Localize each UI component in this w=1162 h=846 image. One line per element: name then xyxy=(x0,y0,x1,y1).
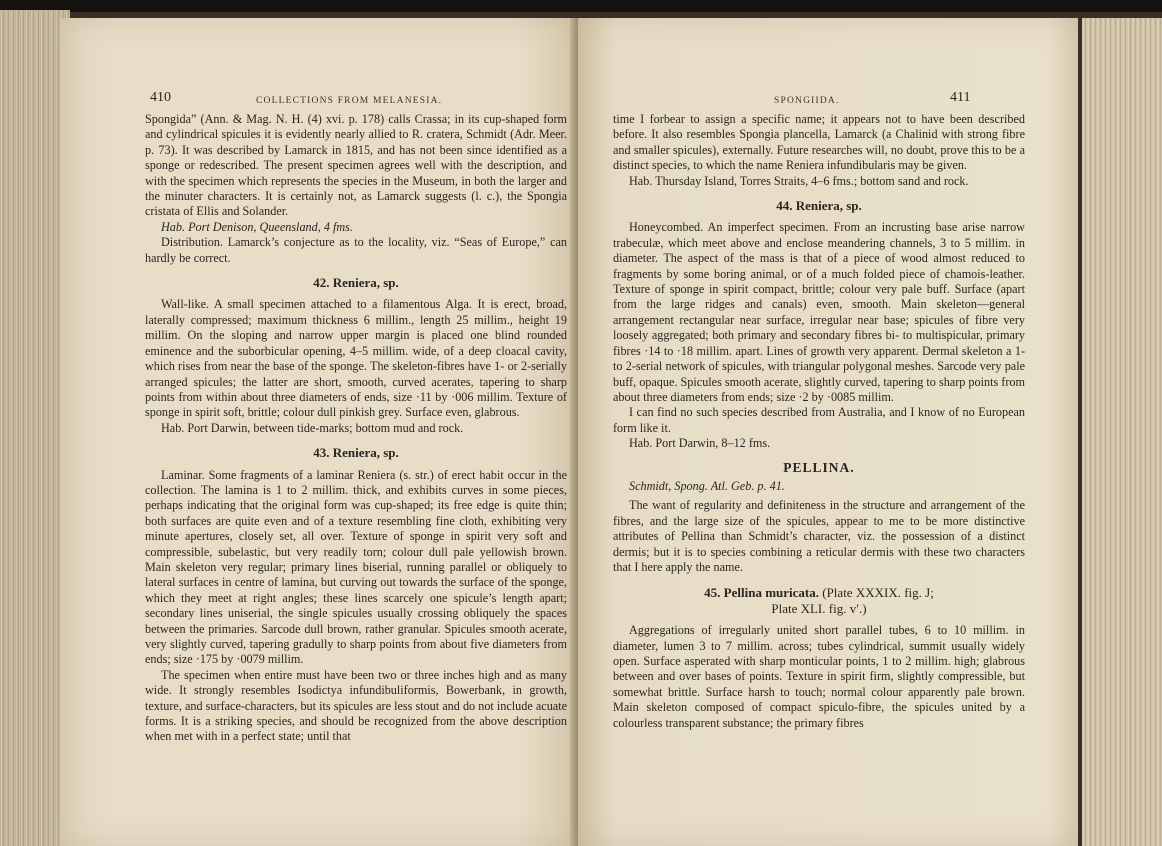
hab-42: Hab. Port Darwin, between tide-marks; bottom mud and rock. xyxy=(161,420,464,435)
paragraph-pellina: The want of regularity and definiteness in the structure and arrangement of the fibres, and the large size of the spicules, appear to me to be more distinctive attributes of Pellina than Schmidt’s character, viz. the possession of a distinct dermis; but it is to species combining a reticular dermis with these two characters that I here apply the name. xyxy=(613,498,1025,574)
left-column xyxy=(145,112,567,745)
paragraph-45: Aggregations of irregularly united short parallel tubes, 6 to 10 millim. in diameter, lumen 3 to 7 millim. across; tubes cylindrical, summit usually widely open. Surface asperated with sharp monticular points, 1 to 2 millim. high; glabrous between and over bases of points. Texture in spirit firm, slightly compressible, but somewhat brittle. Surface harsh to touch; normal colour apparently pale brown. Main skeleton composed of compact spiculo-fibre, the spicules united by a colourless transparent substance; the primary fibres xyxy=(613,623,1025,730)
paragraph-42: Wall-like. A small specimen attached to a filamentous Alga. It is erect, broad, laterally compressed; maximum thickness 6 millim., length 25 millim., height 19 millim. On the sloping and narrow upper margin is placed one blind rounded eminence and the suborbicular opening, 4–5 millim. wide, of a deep cloacal cavity, which rises from near the base of the sponge. The skeleton-fibres have 1- or 2-serially arranged spicules; the latter are short, smooth, curved acerates, tapering to sharp points from within about three diameters of ends, size ·11 by ·006 millim. Texture of sponge in spirit soft, brittle; colour dull pinkish grey. Surface even, glabrous. xyxy=(145,297,567,420)
right-column xyxy=(613,112,1025,731)
right-page xyxy=(578,18,1078,846)
paragraph-intro: Spongida” (Ann. & Mag. N. H. (4) xvi. p. 178) calls Crassa; in its cup-shaped form and cylindrical spicules it is evidently nearly allied to R. cratera, Schmidt (Adr. Meer. p. 73). It was described by Lamarck in 1815, and has not been since identified as a sponge or redescribed. The present specimen agrees well with the description, and with the specimen which represents the species in the Museum, in both the larger and the minuter characters. It is certainly not, as Lamarck suggests (l. c.), the Spongia cristata of Ellis and Solander. xyxy=(145,112,567,219)
left-running-head: COLLECTIONS FROM MELANESIA. xyxy=(256,96,443,106)
right-running-head: SPONGIIDA. xyxy=(774,96,840,106)
distribution: Distribution. Lamarck’s conjecture as to the locality, viz. “Seas of Europe,” can hardly be correct. xyxy=(145,235,567,265)
heading-45-plate-1: (Plate XXXIX. fig. J; xyxy=(822,585,934,601)
page-edges-right xyxy=(1082,18,1162,846)
heading-42: 42. Reniera, sp. xyxy=(313,275,399,291)
pellina-citation: Schmidt, Spong. Atl. Geb. p. 41. xyxy=(629,478,785,493)
heading-44: 44. Reniera, sp. xyxy=(776,198,862,214)
hab-intro: Hab. Port Denison, Queensland, 4 fms. xyxy=(161,219,353,234)
hab-44: Hab. Port Darwin, 8–12 fms. xyxy=(629,436,771,451)
heading-43: 43. Reniera, sp. xyxy=(313,445,399,461)
paragraph-44: Honeycombed. An imperfect specimen. From an incrusting base arise narrow trabeculæ, which meet above and enclose meandering channels, 3 to 5 millim. in diameter. The aspect of the mass is that of a piece of wood almost reduced to fragments by some boring animal, or of a much folded piece of chamois-leather. Texture of sponge in spirit compact, brittle; colour very pale buff. Surface (apart from the large ridges and canals) even, smooth. Main skeleton—general arrangement rectangular near surface, irregular near base; spicules of fibre very loosely aggregated; both primary and secondary fibres bi- to multispicular, primary fibres ·14 to ·18 millim. apart. Lines of growth very apparent. Dermal skeleton a 1- to 2-serial network of spicules, with triangular polygonal meshes. Sarcode very pale buff, opaque. Spicules smooth acerate, slightly curved, tapering to sharp points from about three diameters from ends; size ·2 by ·0085 millim. xyxy=(613,220,1025,404)
paragraph-continued: time I forbear to assign a specific name; it appears not to have been described before. It also resembles Spongia plancella, Lamarck (a Chalinid with strong fibre and smaller spicules), externally. Future researches will, no doubt, prove this to be a distinct species, to which the name Reniera infundibularis may be given. xyxy=(613,112,1025,173)
left-page xyxy=(60,18,578,846)
paragraph-44b: I can find no such species described from Australia, and I know of no European form like it. xyxy=(613,405,1025,435)
paragraph-43: Laminar. Some fragments of a laminar Reniera (s. str.) of erect habit occur in the collection. The lamina is 1 to 2 millim. thick, and exhibits curves in some pieces, perhaps indicating that the original form was cup-shaped; its free edge is quite thin; both surfaces are quite even and of a texture resembling fine cloth, exhibiting very minute apertures, closely set, all over. Texture of sponge in spirit very soft and compressible, subelastic, but very readily torn; colour dull pale yellowish brown. Main skeleton very regular; primary lines biserial, running parallel or obliquely to lateral surfaces in centre of lamina, but curving out towards the surface of the sponge, which they meet at right angles; these lines scarcely one spicule’s length apart; secondary lines uniserial, the single spicules usually crossing obliquely the spaces between the primaries. Sarcode dull brown, rather granular. Spicules smooth acerate, very slightly curved, tapering gradully to sharp points from about five diameters from ends; size ·175 by ·0079 millim. xyxy=(145,467,567,667)
right-page-number: 411 xyxy=(950,90,971,105)
heading-pellina: PELLINA. xyxy=(783,459,855,475)
scanner-edge xyxy=(0,0,1162,12)
hab-continued: Hab. Thursday Island, Torres Straits, 4–6 fms.; bottom sand and rock. xyxy=(629,173,969,188)
paragraph-43b: The specimen when entire must have been two or three inches high and as many wide. It strongly resembles Isodictya infundibuliformis, Bowerbank, in growth, texture, and surface-characters, but its spicules are less stout and do not include acuate forms. It is a striking species, and should be recognized from the above description when met with in a perfect state; until that xyxy=(145,667,567,744)
left-page-number: 410 xyxy=(150,90,171,105)
heading-45-title: 45. Pellina muricata. xyxy=(704,585,819,601)
heading-45-plate-2: Plate XLI. fig. v′.) xyxy=(771,600,867,616)
heading-45 xyxy=(613,585,1025,616)
